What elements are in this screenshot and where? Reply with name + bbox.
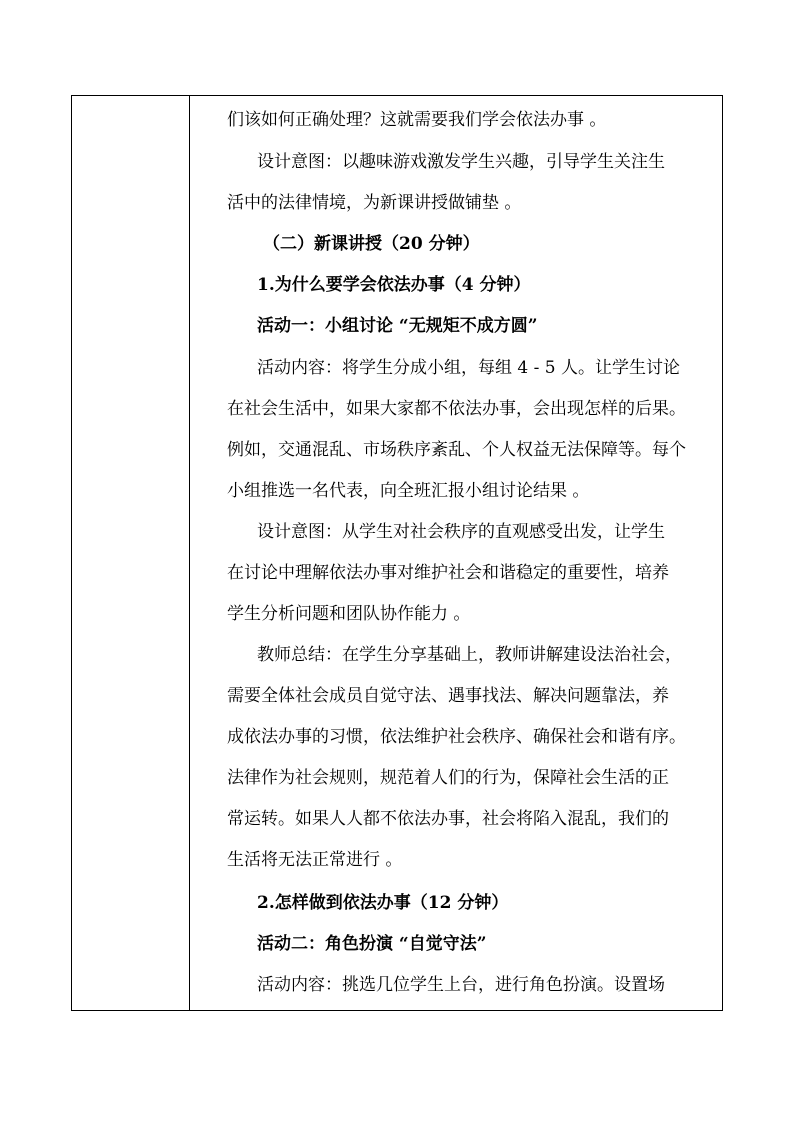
subsection-heading: 2.怎样做到依法办事（12 分钟） [257,893,509,913]
activity-heading: 活动二：角色扮演 “自觉守法” [257,934,487,954]
table-left-column [72,96,190,1010]
paragraph-line: 常运转。如果人人都不依法办事，社会将陷入混乱，我们的 [227,809,669,829]
lesson-plan-table [71,95,723,1011]
subsection-heading: 1.为什么要学会依法办事（4 分钟） [257,275,531,295]
paragraph-line: 生活将无法正常进行 。 [227,850,403,870]
paragraph-line: 小组推选一名代表，向全班汇报小组讨论结果 。 [227,481,590,501]
paragraph-line: 成依法办事的习惯，依法维护社会秩序、确保社会和谐有序。 [227,727,686,747]
paragraph-line: 活动内容：将学生分成小组，每组 4 - 5 人。让学生讨论 [257,358,680,378]
paragraph-line: 教师总结：在学生分享基础上，教师讲解建设法治社会， [257,645,682,665]
paragraph-line: 活中的法律情境，为新课讲授做铺垫 。 [227,193,522,213]
paragraph-line: 设计意图：从学生对社会秩序的直观感受出发，让学生 [257,522,665,542]
paragraph-line: 在社会生活中，如果大家都不依法办事，会出现怎样的后果。 [227,399,686,419]
paragraph-line: 例如，交通混乱、市场秩序紊乱、个人权益无法保障等。每个 [227,440,686,460]
section-heading: （二）新课讲授（20 分钟） [263,234,480,254]
paragraph-line: 法律作为社会规则，规范着人们的行为，保障社会生活的正 [227,768,669,788]
activity-heading: 活动一：小组讨论 “无规矩不成方圆” [257,316,538,336]
paragraph-line: 学生分析问题和团队协作能力 。 [227,604,471,624]
paragraph-line: 需要全体社会成员自觉守法、遇事找法、解决问题靠法，养 [227,686,669,706]
paragraph-line: 设计意图：以趣味游戏激发学生兴趣，引导学生关注生 [257,152,665,172]
paragraph-line: 们该如何正确处理？这就需要我们学会依法办事 。 [227,110,607,130]
paragraph-line: 活动内容：挑选几位学生上台，进行角色扮演。设置场 [257,975,665,995]
table-content-cell [191,96,722,1010]
paragraph-line: 在讨论中理解依法办事对维护社会和谐稳定的重要性，培养 [227,563,669,583]
